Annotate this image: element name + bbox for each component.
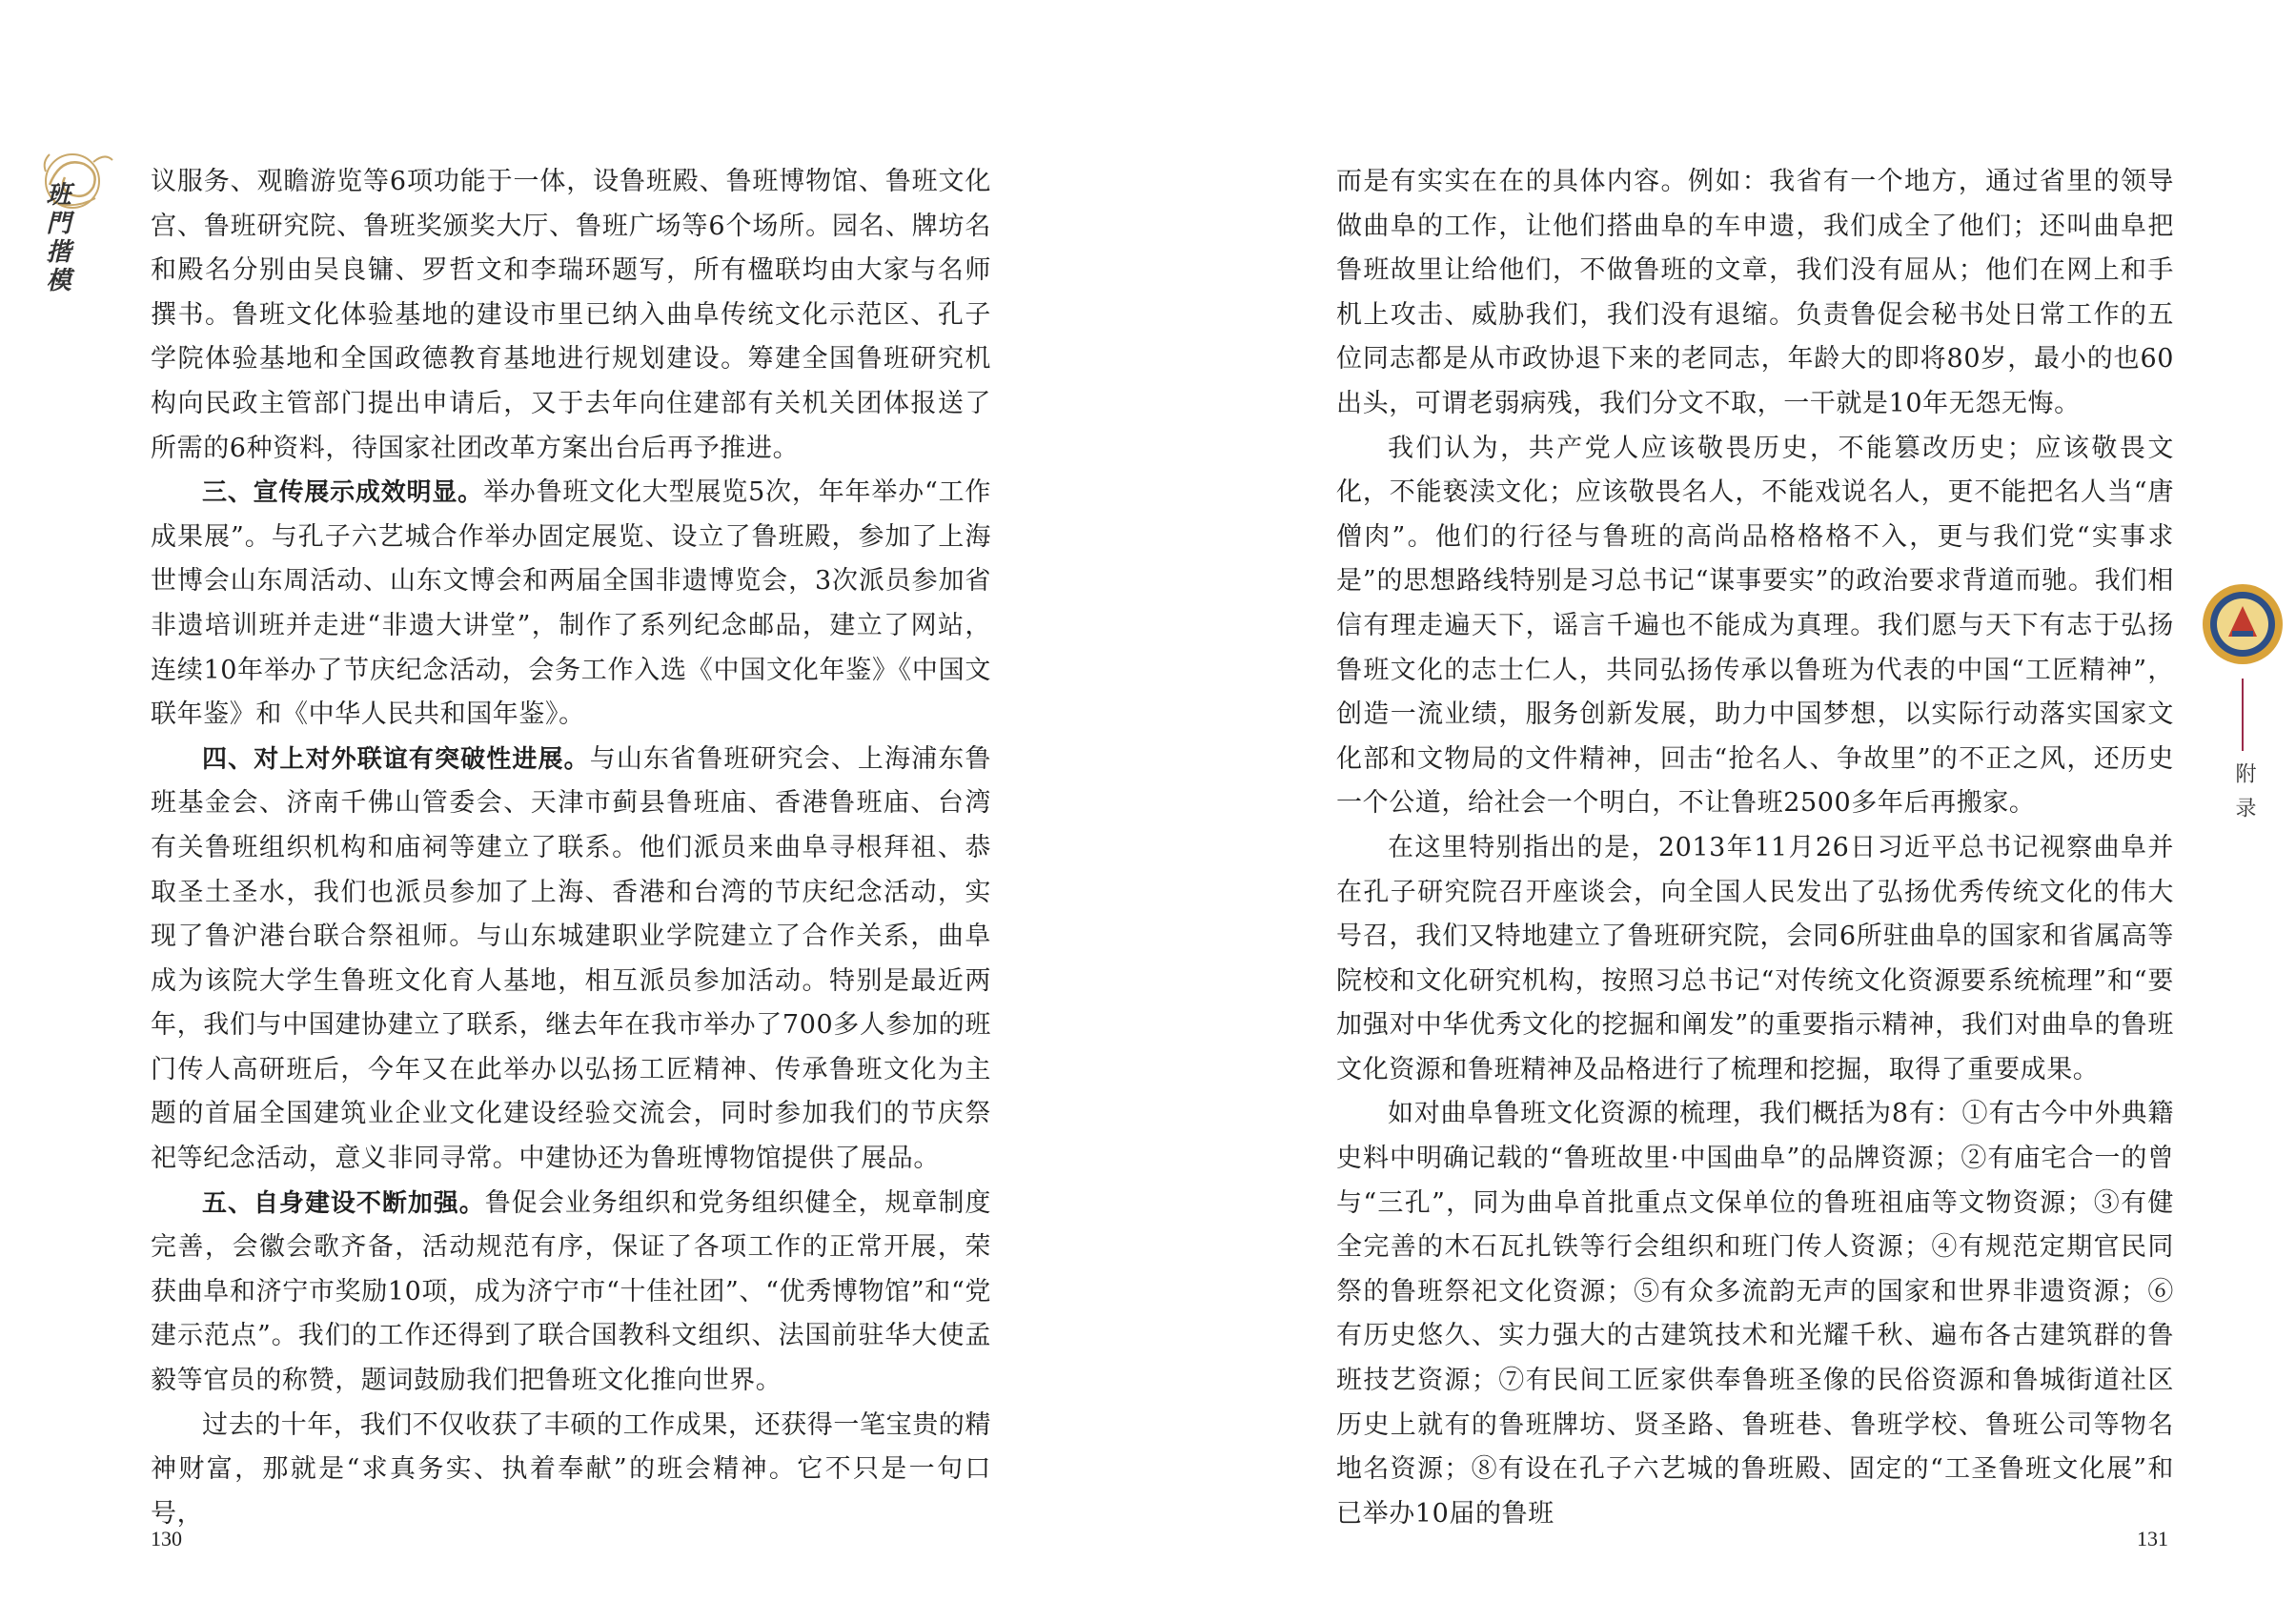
side-tab-label: 附录 [2232, 762, 2256, 831]
paragraph: 在这里特别指出的是，2013年11月26日习近平总书记视察曲阜并在孔子研究院召开座谈会，向全国人民发出了弘扬优秀传统文化的伟大号召，我们又特地建立了鲁班研究院，会同6所驻曲阜的国家和省属高等院校和文化研究机构，按照习总书记“对传统文化资源要系统梳理”和“要加强对中华优秀文化的挖掘和阐发”的重要指示精神，我们对曲阜的鲁班文化资源和鲁班精神及品格进行了梳理和挖掘，取得了重要成果。 [1336, 832, 2174, 1084]
side-tab-divider [2242, 679, 2244, 751]
paragraph: 过去的十年，我们不仅收获了丰硕的工作成果，还获得一笔宝贵的精神财富，那就是“求真务实、执着奉献”的班会精神。它不只是一句口号， [151, 1409, 991, 1529]
paragraph: 三、宣传展示成效明显。举办鲁班文化大型展览5次，年年举办“工作成果展”。与孔子六艺城合作举办固定展览、设立了鲁班殿，参加了上海世博会山东周活动、山东文博会和两届全国非遗博览会，3次派员参加省非遗培训班并走进“非遗大讲堂”，制作了系列纪念邮品，建立了网站，连续10年举办了节庆纪念活动，会务工作入选《中国文化年鉴》《中国文联年鉴》和《中华人民共和国年鉴》。 [151, 477, 991, 730]
section-heading: 五、自身建设不断加强。 [202, 1188, 485, 1218]
paragraph: 我们认为，共产党人应该敬畏历史，不能篡改历史；应该敬畏文化，不能亵渎文化；应该敬畏名人，不能戏说名人，更不能把名人当“唐僧肉”。他们的行径与鲁班的高尚品格格格不入，更与我们党“实事求是”的思想路线特别是习总书记“谋事要实”的政治要求背道而驰。我们相信有理走遍天下，谣言千遍也不能成为真理。我们愿与天下有志于弘扬鲁班文化的志士仁人，共同弘扬传承以鲁班为代表的中国“工匠精神”，创造一流业绩，服务创新发展，助力中国梦想，以实际行动落实国家文化部和文物局的文件精神，回击“抢名人、争故里”的不正之风，还历史一个公道，给社会一个明白，不让鲁班2500多年后再搬家。 [1336, 433, 2174, 819]
section-heading: 三、宣传展示成效明显。 [202, 478, 483, 508]
right-page [1148, 0, 2296, 1621]
paragraph: 议服务、观瞻游览等6项功能于一体，设鲁班殿、鲁班博物馆、鲁班文化宫、鲁班研究院、鲁班奖颁奖大厅、鲁班广场等6个场所。园名、牌坊名和殿名分别由吴良镛、罗哲文和李瑞环题写，所有楹联均由大家与名师撰书。鲁班文化体验基地的建设市里已纳入曲阜传统文化示范区、孔子学院体验基地和全国政德教育基地进行规划建设。筹建全国鲁班研究机构向民政主管部门提出申请后，又于去年向住建部有关机关团体报送了所需的6种资料，待国家社团改革方案出台后再予推进。 [151, 167, 991, 463]
page-number: 130 [151, 1527, 182, 1550]
section-heading: 四、对上对外联谊有突破性进展。 [202, 744, 590, 774]
right-page-body [1336, 160, 2174, 1536]
paragraph: 四、对上对外联谊有突破性进展。与山东省鲁班研究会、上海浦东鲁班基金会、济南千佛山管委会、天津市蓟县鲁班庙、香港鲁班庙、台湾有关鲁班组织机构和庙祠等建立了联系。他们派员来曲阜寻根拜祖、恭取圣土圣水，我们也派员参加了上海、香港和台湾的节庆纪念活动，实现了鲁沪港台联合祭祖师。与山东城建职业学院建立了合作关系，曲阜成为该院大学生鲁班文化育人基地，相互派员参加活动。特别是最近两年，我们与中国建协建立了联系，继去年在我市举办了700多人参加的班门传人高研班后，今年又在此举办以弘扬工匠精神、传承鲁班文化为主题的首届全国建筑业企业文化建设经验交流会，同时参加我们的节庆祭祀等纪念活动，意义非同寻常。中建协还为鲁班博物馆提供了展品。 [151, 743, 991, 1174]
paragraph: 如对曲阜鲁班文化资源的梳理，我们概括为8有：①有古今中外典籍史料中明确记载的“鲁班故里·中国曲阜”的品牌资源；②有庙宅合一的曾与“三孔”，同为曲阜首批重点文保单位的鲁班祖庙等文物资源；③有健全完善的木石瓦扎铁等行会组织和班门传人资源；④有规范定期官民同祭的鲁班祭祀文化资源；⑤有众多流韵无声的国家和世界非遗资源；⑥有历史悠久、实力强大的古建筑技术和光耀千秋、遍布各古建筑群的鲁班技艺资源；⑦有民间工匠家供奉鲁班圣像的民俗资源和鲁城街道社区历史上就有的鲁班牌坊、贤圣路、鲁班巷、鲁班学校、鲁班公司等物名地名资源；⑧有设在孔子六艺城的鲁班殿、固定的“工圣鲁班文化展”和已举办10届的鲁班 [1336, 1099, 2174, 1529]
book-logo-text: 班門揩模 [42, 181, 71, 295]
paragraph: 而是有实实在在的具体内容。例如：我省有一个地方，通过省里的领导做曲阜的工作，让他们搭曲阜的车申遗，我们成全了他们；还叫曲阜把鲁班故里让给他们，不做鲁班的文章，我们没有屈从；他们在网上和手机上攻击、威胁我们，我们没有退缩。负责鲁促会秘书处日常工作的五位同志都是从市政协退下来的老同志，年龄大的即将80岁，最小的也60出头，可谓老弱病残，我们分文不取，一干就是10年无怨无悔。 [1336, 167, 2174, 418]
paragraph: 五、自身建设不断加强。鲁促会业务组织和党务组织健全，规章制度完善，会徽会歌齐备，活动规范有序，保证了各项工作的正常开展，荣获曲阜和济宁市奖励10项，成为济宁市“十佳社团”、“优秀博物馆”和“党建示范点”。我们的工作还得到了联合国教科文组织、法国前驻华大使孟毅等官员的称赞，题词鼓励我们把鲁班文化推向世界。 [151, 1187, 991, 1396]
page-number: 131 [2137, 1527, 2168, 1550]
association-emblem-icon [2200, 581, 2286, 667]
left-page-body [151, 160, 991, 1536]
